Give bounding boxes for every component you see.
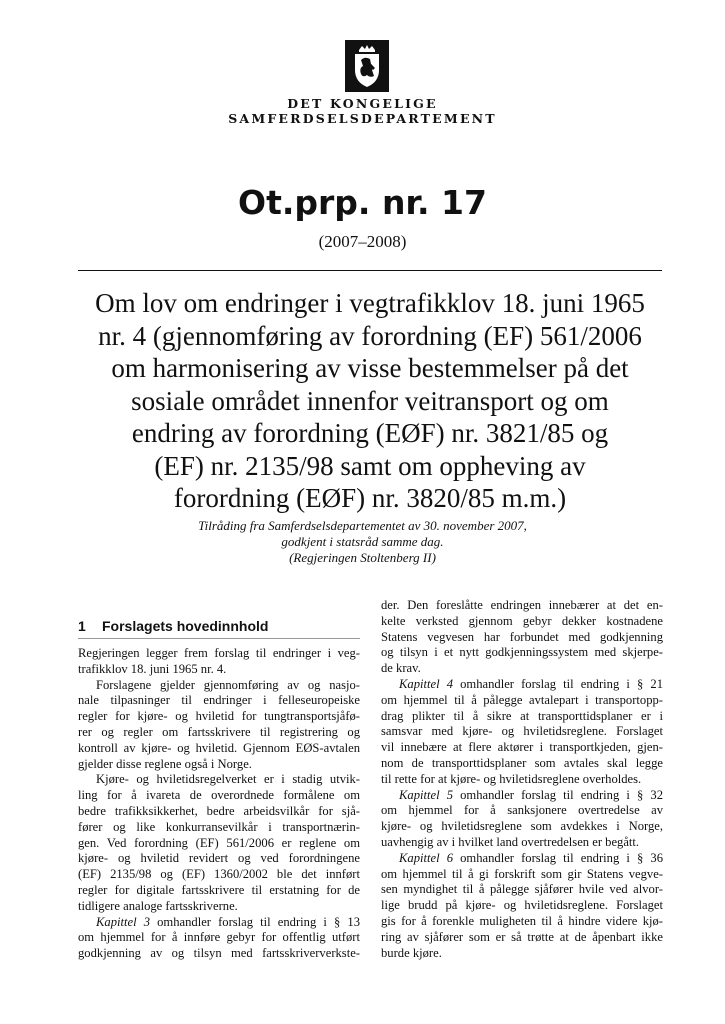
chapter-ref-text: omhandler forslag til endring i § 21 — [460, 676, 663, 691]
text-line: gis for å forenkle muligheten til å hindre videre kjø- — [381, 913, 663, 928]
text-line: kelte verksted gjennom gebyr dekker kostnadene — [381, 613, 663, 628]
chapter-ref-text: omhandler forslag til endring i § 13 — [157, 914, 360, 929]
text-line: Forslagene gjelder gjennomføring av og nasjo- — [96, 677, 360, 692]
text-line: uavhengig av i hvilket land overtredelsen er begått. — [381, 834, 640, 849]
chapter-ref-text: omhandler forslag til endring i § 36 — [460, 850, 663, 865]
text-line: der. Den foreslåtte endringen innebærer at det en- — [381, 598, 663, 612]
text-line: tidligere analoge fartsskriverne. — [78, 898, 238, 913]
department-name-line2: SAMFERDSELSDEPARTEMENT — [228, 111, 497, 126]
text-line: regler for kjøre- og hviletid for tungtransportsjåfø- — [78, 709, 360, 724]
approval-line: (Regjeringen Stoltenberg II) — [289, 550, 436, 565]
section-number: 1 — [78, 618, 86, 634]
approval-note — [0, 518, 725, 566]
coat-of-arms-logo — [345, 40, 389, 92]
text-line: bedre trafikksikkerhet, bedre arbeidsvilkår for sjå- — [78, 803, 360, 818]
text-line: Regjeringen legger frem forslag til endringer i veg- — [78, 646, 360, 660]
text-line: (EF) 2135/98 og (EF) 1360/2002 ble det innført — [78, 867, 360, 882]
text-line: samsvar med kjøre- og hviletidsreglene. Forslaget — [381, 724, 663, 739]
text-line: nale tilpasninger til endringer i felleseuropeiske — [78, 693, 360, 708]
text-line: kjøre- og hviletidsreglene som avdekkes i Norge, — [381, 819, 663, 834]
department-name-line1: DET KONGELIGE — [287, 96, 438, 111]
text-line: om hjemmel til å pålegge avtalepart i transportopp- — [381, 692, 663, 707]
title-line: Om lov om endringer i vegtrafikklov 18. juni 1965 — [95, 288, 645, 318]
text-line: lige brudd på kjøre- og hviletidsreglene. Forslaget — [381, 898, 663, 913]
text-line: godkjenning av og tilsyn med fartsskriververkste- — [78, 946, 360, 961]
text-line: Kjøre- og hviletidsregelverket er i stadig utvik- — [96, 772, 360, 787]
title-line: sosiale området innenfor veitransport og om — [131, 385, 609, 416]
text-line: nom de transporttidsplaner som avtales skal legge — [381, 755, 663, 770]
chapter-ref-text: omhandler forslag til endring i § 32 — [460, 787, 663, 802]
title-line: nr. 4 (gjennomføring av forordning (EF) 561/2006 — [98, 320, 642, 351]
text-line: ring av sjåfører som er så trøtte at de åpenbart ikke — [381, 929, 663, 944]
proposition-title — [70, 287, 670, 515]
text-line: Statens vegvesen har forbundet med godkjenning — [381, 629, 663, 644]
text-line: de krav. — [381, 661, 421, 676]
text-line: om hjemmel for å innføre gebyr for offentlig utført — [78, 930, 360, 945]
left-column — [78, 646, 360, 962]
approval-line: Tilråding fra Samferdselsdepartementet av 30. november 2007, — [198, 518, 527, 533]
title-divider — [78, 270, 662, 271]
text-line: gjelder disse reglene også i Norge. — [78, 756, 252, 771]
lion-crest-icon — [345, 40, 389, 92]
section-divider — [78, 638, 360, 639]
text-line — [381, 788, 663, 804]
text-line: om hjemmel for å sanksjonere overtredelse av — [381, 803, 663, 818]
text-line: vil innebære at flere aktører i transportkjeden, gjen- — [381, 740, 663, 755]
text-line: rer og regler om fartsskrivere til registrering og — [78, 724, 360, 739]
text-line: ling for å ivareta de overordnede formålene om — [78, 788, 360, 803]
text-line: gen. Ved forordning (EF) 561/2006 er reglene om — [78, 835, 360, 850]
text-line: fører og like konkurransevilkår i transportnærin- — [78, 819, 360, 834]
text-line: om hjemmel til å gi forskrift som gir Statens vegve- — [381, 866, 663, 881]
section-title: Forslagets hovedinnhold — [102, 618, 269, 634]
text-line: kjøre- og hviletid revidert og ved forordningene — [78, 851, 360, 866]
text-line: drag plikter til å sikre at transporttidsplaner er i — [381, 708, 663, 723]
text-line: burde kjøre. — [381, 945, 442, 960]
text-line: og tilsyn i et nytt godkjenningssystem med skjerpe- — [381, 645, 663, 660]
right-column — [381, 598, 663, 961]
title-line: om harmonisering av visse bestemmelser på det — [111, 353, 629, 383]
chapter-ref: Kapittel 3 — [96, 914, 150, 929]
section-heading — [78, 618, 360, 634]
session-years: (2007–2008) — [318, 232, 407, 251]
approval-line: godkjent i statsråd samme dag. — [281, 534, 444, 549]
title-line: (EF) nr. 2135/98 samt om oppheving av — [154, 450, 586, 481]
text-line — [78, 915, 360, 931]
chapter-ref: Kapittel 6 — [399, 850, 453, 865]
text-line — [381, 851, 663, 867]
chapter-ref: Kapittel 4 — [399, 676, 453, 691]
text-line: kontroll av kjøre- og hviletid. Gjennom EØS-avtalen — [78, 740, 360, 755]
title-line: forordning (EØF) nr. 3820/85 m.m.) — [173, 483, 567, 513]
text-line: regler for digitale fartsskrivere til erstatning for de — [78, 882, 360, 897]
chapter-ref: Kapittel 5 — [399, 787, 453, 802]
text-line — [381, 677, 663, 693]
text-line: sen myndighet til å pålegge sjåfører hvile ved alvor- — [381, 882, 663, 897]
text-line: til rette for at kjøre- og hviletidsreglene overholdes. — [381, 771, 642, 786]
title-line: endring av forordning (EØF) nr. 3821/85 og — [131, 418, 609, 448]
document-number: Ot.prp. nr. 17 — [238, 183, 487, 222]
text-line: trafikklov 18. juni 1965 nr. 4. — [78, 661, 227, 676]
